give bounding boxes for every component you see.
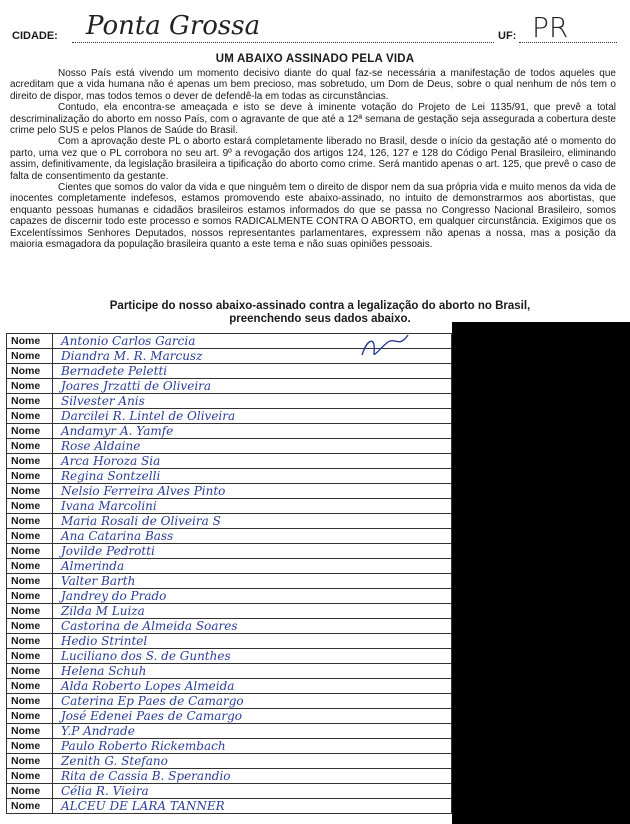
petition-text (10, 68, 616, 251)
signature-row (7, 784, 452, 799)
name-label: Nome (7, 499, 53, 514)
name-label: Nome (7, 394, 53, 409)
name-label: Nome (7, 469, 53, 484)
handwritten-signature: Ivana Marcolini (53, 499, 452, 514)
paragraph: Com a aprovação deste PL o aborto estará completamente liberado no Brasil, desde o início da gestação até o momento do parto, uma vez que o PL corrobora no seu art. 9º a revogação dos artigos 124, 126, 127 e 128 do Código Penal Brasileiro, eliminando assim, definitivamente, da legislação brasileira a tipificação do aborto como crime. Será mantido apenas o art. 125, que prevê o caso de falta de consentimento da gestante. (10, 136, 616, 182)
signature-row (7, 679, 452, 694)
handwritten-signature: Ana Catarina Bass (53, 529, 452, 544)
signature-row (7, 529, 452, 544)
signature-row (7, 799, 452, 814)
handwritten-signature: Rita de Cassia B. Sperandio (53, 769, 452, 784)
name-label: Nome (7, 334, 53, 349)
handwritten-signature: Rose Aldaine (53, 439, 452, 454)
signature-row (7, 439, 452, 454)
signature-row (7, 379, 452, 394)
name-label: Nome (7, 454, 53, 469)
handwritten-signature: Paulo Roberto Rickembach (53, 739, 452, 754)
city-value: Ponta Grossa (86, 11, 261, 41)
document-title: UM ABAIXO ASSINADO PELA VIDA (215, 53, 415, 65)
handwritten-signature: Joares Jrzatti de Oliveira (53, 379, 452, 394)
name-label: Nome (7, 769, 53, 784)
name-label: Nome (7, 544, 53, 559)
name-label: Nome (7, 679, 53, 694)
cta-line: preenchendo seus dados abaixo. (229, 313, 411, 325)
name-label: Nome (7, 784, 53, 799)
handwritten-signature: Helena Schuh (53, 664, 452, 679)
signature-row (7, 604, 452, 619)
signature-row (7, 739, 452, 754)
handwritten-signature: Antonio Carlos Garcia (53, 334, 452, 349)
signature-row (7, 634, 452, 649)
signature-row (7, 454, 452, 469)
name-label: Nome (7, 754, 53, 769)
signature-row (7, 424, 452, 439)
signature-row (7, 469, 452, 484)
handwritten-signature: Darcilei R. Lintel de Oliveira (53, 409, 452, 424)
name-label: Nome (7, 799, 53, 814)
cta-line: Participe do nosso abaixo-assinado contra a legalização do aborto no Brasil, (109, 300, 531, 312)
redaction-block (452, 322, 630, 824)
signature-row (7, 769, 452, 784)
name-label: Nome (7, 349, 53, 364)
name-label: Nome (7, 424, 53, 439)
name-label: Nome (7, 664, 53, 679)
name-label: Nome (7, 439, 53, 454)
name-label: Nome (7, 619, 53, 634)
handwritten-signature: Silvester Anis (53, 394, 452, 409)
signature-row (7, 364, 452, 379)
signature-row (7, 574, 452, 589)
handwritten-signature: Arca Horoza Sia (53, 454, 452, 469)
handwritten-signature: Luciliano dos S. de Gunthes (53, 649, 452, 664)
name-label: Nome (7, 694, 53, 709)
signature-row (7, 664, 452, 679)
signature-row (7, 649, 452, 664)
handwritten-signature: ALCEU DE LARA TANNER (53, 799, 452, 814)
name-label: Nome (7, 649, 53, 664)
signature-row (7, 394, 452, 409)
handwritten-signature: Diandra M. R. Marcusz (53, 349, 452, 364)
signature-rows (7, 334, 452, 814)
handwritten-signature: Bernadete Peletti (53, 364, 452, 379)
name-label: Nome (7, 409, 53, 424)
handwritten-signature: José Edenei Paes de Camargo (53, 709, 452, 724)
name-label: Nome (7, 484, 53, 499)
name-label: Nome (7, 574, 53, 589)
handwritten-signature: Célia R. Vieira (53, 784, 452, 799)
signature-row (7, 484, 452, 499)
handwritten-signature: Zenith G. Stefano (53, 754, 452, 769)
signature-row (7, 724, 452, 739)
signature-row (7, 619, 452, 634)
handwritten-signature: Andamyr A. Yamfe (53, 424, 452, 439)
handwritten-signature: Jovilde Pedrotti (53, 544, 452, 559)
handwritten-signature: Almerinda (53, 559, 452, 574)
signature-scribble (356, 333, 416, 363)
signature-row (7, 694, 452, 709)
uf-value: PR (532, 11, 569, 44)
paragraph: Contudo, ela encontra-se ameaçada e isto se deve à iminente votação do Projeto de Lei 1135/91, que prevê a total descriminalização do aborto em nosso País, com o agravante de que até a 12ª semana de gestação seja assegurada a cobertura deste crime pelo SUS e pelos Planos de Saúde do Brasil. (10, 102, 616, 137)
signature-row (7, 754, 452, 769)
name-label: Nome (7, 589, 53, 604)
name-label: Nome (7, 739, 53, 754)
handwritten-signature: Alda Roberto Lopes Almeida (53, 679, 452, 694)
handwritten-signature: Castorina de Almeida Soares (53, 619, 452, 634)
handwritten-signature: Nelsio Ferreira Alves Pinto (53, 484, 452, 499)
name-label: Nome (7, 724, 53, 739)
handwritten-signature: Valter Barth (53, 574, 452, 589)
signature-row (7, 544, 452, 559)
location-header (12, 8, 617, 48)
signature-row (7, 499, 452, 514)
name-label: Nome (7, 529, 53, 544)
name-label: Nome (7, 604, 53, 619)
name-label: Nome (7, 709, 53, 724)
paragraph: Nosso País está vivendo um momento decisivo diante do qual faz-se necessária a manifestação de todos aqueles que acreditam que a vida humana não é apenas um bem precioso, mas sobretudo, um Dom de Deus, sobre o qual nenhum de nós tem o direito de dispor, mas todos temos o dever de defendê-la em todas as circunstâncias. (10, 68, 616, 102)
uf-label: UF: (498, 30, 517, 42)
signature-row (7, 709, 452, 724)
handwritten-signature: Maria Rosali de Oliveira S (53, 514, 452, 529)
signature-row (7, 514, 452, 529)
handwritten-signature: Caterina Ep Paes de Camargo (53, 694, 452, 709)
city-label: CIDADE: (12, 30, 58, 42)
paragraph: Cientes que somos do valor da vida e que ninguém tem o direito de dispor nem da sua própria vida e muito menos da vida de inocentes completamente indefesos, estamos promovendo este abaixo-assinado, no intuito de demonstrarmos aos abortistas, que enquanto pessoas humanas e cidadãos brasileiros estamos informados do que se passa no Congresso Nacional Brasileiro, somos capazes de discernir todo este processo e somos RADICALMENTE CONTRA O ABORTO, em qualquer circunstância. Exigimos que os Excelentíssimos Senhores Deputados, nossos representantes parlamentares, expressem não apenas a nossa, mas a posição da maioria esmagadora da população brasileira quanto a este tema e não suas opiniões pessoais. (10, 182, 616, 251)
handwritten-signature: Regina Sontzelli (53, 469, 452, 484)
signature-row (7, 559, 452, 574)
handwritten-signature: Jandrey do Prado (53, 589, 452, 604)
handwritten-signature: Zilda M Luiza (53, 604, 452, 619)
name-label: Nome (7, 634, 53, 649)
signature-row (7, 589, 452, 604)
name-label: Nome (7, 514, 53, 529)
name-label: Nome (7, 379, 53, 394)
handwritten-signature: Hedio Strintel (53, 634, 452, 649)
name-label: Nome (7, 559, 53, 574)
handwritten-signature: Y.P Andrade (53, 724, 452, 739)
name-label: Nome (7, 364, 53, 379)
signature-table (6, 333, 452, 814)
city-field-line (72, 42, 494, 43)
signature-row (7, 409, 452, 424)
